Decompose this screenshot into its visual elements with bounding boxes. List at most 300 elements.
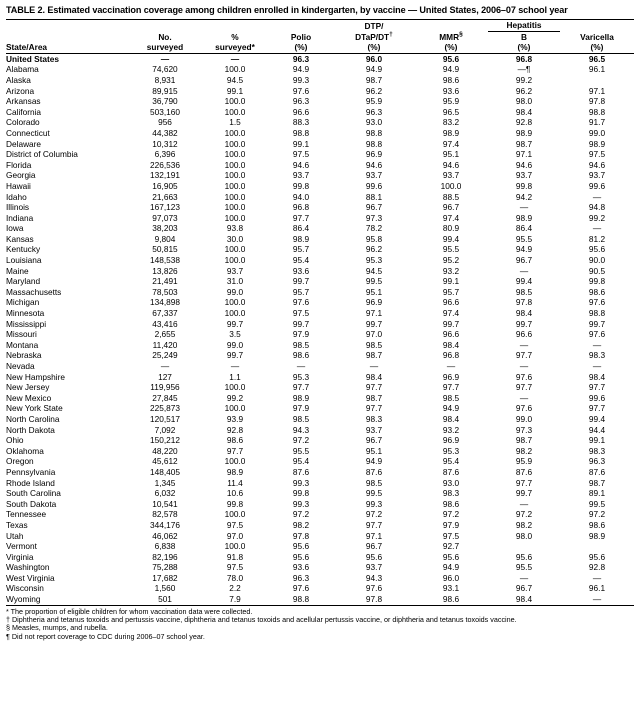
- row-state-area: United States: [6, 53, 60, 64]
- row-state-area: Minnesota: [6, 308, 45, 319]
- row-cell-polio: 96.6: [292, 106, 310, 117]
- row-cell-pct: 100.0: [224, 509, 246, 520]
- row-cell-mmr: 98.6: [442, 74, 460, 85]
- row-cell-no: 1,560: [154, 583, 176, 594]
- row-cell-mmr: 95.7: [442, 286, 460, 297]
- row-cell-var: 97.7: [588, 403, 606, 414]
- row-cell-pct: 11.4: [227, 477, 243, 488]
- row-cell-mmr: 95.5: [442, 244, 460, 255]
- row-state-area: Alabama: [6, 64, 39, 75]
- row-cell-no: 120,517: [150, 413, 180, 424]
- row-cell-dtp: 95.1: [365, 286, 383, 297]
- row-state-area: Tennessee: [6, 509, 47, 520]
- row-cell-dtp: 98.7: [365, 350, 383, 361]
- row-cell-var: 97.1: [588, 85, 606, 96]
- row-state-area: Arizona: [6, 85, 35, 96]
- row-cell-hepb: 97.7: [515, 382, 533, 393]
- row-cell-dtp: 96.7: [365, 541, 383, 552]
- row-cell-hepb: —: [519, 392, 529, 403]
- table-row: [6, 509, 634, 520]
- row-cell-var: —: [592, 339, 602, 350]
- row-cell-hepb: 97.1: [515, 149, 533, 160]
- row-cell-no: 45,612: [152, 456, 178, 467]
- row-cell-hepb: 96.2: [515, 85, 533, 96]
- table-row: [6, 86, 634, 97]
- row-cell-dtp: 87.6: [365, 466, 383, 477]
- row-cell-polio: 99.3: [292, 498, 310, 509]
- header-no-line2: surveyed: [128, 42, 202, 53]
- table-row: [6, 223, 634, 234]
- header-hepb-line2: (%): [488, 42, 560, 53]
- header-mmr-line2: (%): [414, 42, 488, 53]
- row-cell-var: 97.8: [588, 96, 606, 107]
- header-row-labels: [6, 31, 634, 42]
- row-cell-polio: 96.3: [292, 53, 310, 64]
- row-cell-var: 98.7: [588, 477, 606, 488]
- row-cell-dtp: 94.9: [365, 456, 383, 467]
- row-cell-polio: 97.2: [292, 509, 310, 520]
- row-cell-var: 81.2: [588, 233, 606, 244]
- row-cell-pct: 97.5: [226, 519, 244, 530]
- footnote: * The proportion of eligible children for whom vaccination data were collected.: [6, 606, 253, 616]
- row-cell-mmr: 87.6: [442, 466, 460, 477]
- row-cell-mmr: 93.7: [442, 170, 460, 181]
- row-cell-var: 95.6: [588, 244, 606, 255]
- table-row: [6, 96, 634, 107]
- row-cell-dtp: 97.7: [365, 403, 383, 414]
- row-cell-pct: —: [230, 361, 240, 371]
- row-cell-pct: 97.7: [226, 445, 244, 456]
- row-state-area: Alaska: [6, 74, 31, 85]
- table-row: [6, 414, 634, 425]
- row-cell-hepb: 97.6: [515, 371, 533, 382]
- row-cell-no: 17,682: [152, 572, 178, 583]
- table-row: [6, 372, 634, 383]
- row-state-area: Rhode Island: [6, 477, 55, 488]
- row-cell-mmr: 95.2: [442, 255, 460, 266]
- row-cell-no: 127: [158, 371, 172, 382]
- row-cell-no: 344,176: [150, 519, 180, 530]
- table-row: [6, 425, 634, 436]
- row-cell-var: 94.8: [588, 202, 606, 213]
- row-cell-hepb: —: [519, 339, 529, 350]
- row-cell-no: 46,062: [152, 530, 178, 541]
- row-cell-no: 67,337: [152, 308, 178, 319]
- row-cell-mmr: 97.4: [442, 308, 460, 319]
- row-cell-polio: 98.8: [268, 594, 334, 605]
- row-cell-pct: 100.0: [224, 159, 246, 170]
- row-cell-mmr: 98.3: [442, 488, 460, 499]
- row-cell-var: 98.8: [588, 106, 606, 117]
- row-cell-mmr: 99.1: [442, 276, 460, 287]
- row-cell-pct: 99.2: [226, 392, 244, 403]
- row-cell-polio: 95.7: [292, 286, 310, 297]
- header-hepb-line1: B: [521, 31, 527, 42]
- row-cell-hepb: 98.5: [515, 286, 533, 297]
- row-cell-mmr: 98.6: [414, 594, 488, 605]
- row-cell-hepb: 98.0: [515, 96, 533, 107]
- row-cell-no: 25,249: [152, 350, 178, 361]
- row-cell-var: 98.6: [588, 519, 606, 530]
- row-state-area: Ohio: [6, 435, 24, 446]
- row-cell-no: 150,212: [150, 435, 180, 446]
- row-cell-polio: 96.3: [292, 572, 310, 583]
- row-cell-dtp: 93.0: [365, 117, 383, 128]
- row-cell-pct: 99.8: [226, 498, 244, 509]
- row-state-area: California: [6, 106, 42, 117]
- row-state-area: Indiana: [6, 212, 34, 223]
- row-cell-polio: 86.4: [292, 223, 310, 234]
- row-cell-dtp: 97.6: [365, 583, 383, 594]
- row-cell-polio: 98.9: [292, 233, 310, 244]
- row-cell-dtp: 98.3: [365, 413, 383, 424]
- row-cell-no: 6,396: [154, 149, 176, 160]
- table-row: [6, 192, 634, 203]
- row-state-area: Delaware: [6, 138, 42, 149]
- row-cell-dtp: 97.1: [365, 530, 383, 541]
- header-dtp-line1: DTP/: [334, 20, 414, 32]
- row-state-area: Utah: [6, 530, 24, 541]
- row-cell-var: 98.9: [588, 138, 606, 149]
- row-cell-pct: 100.0: [224, 138, 246, 149]
- row-cell-hepb: 86.4: [515, 223, 533, 234]
- row-cell-mmr: 96.6: [442, 329, 460, 340]
- row-cell-pct: 100.0: [224, 191, 246, 202]
- row-cell-var: 87.6: [588, 466, 606, 477]
- row-state-area: Florida: [6, 159, 32, 170]
- row-cell-dtp: 99.7: [365, 318, 383, 329]
- row-cell-mmr: 94.9: [442, 403, 460, 414]
- row-cell-polio: 99.8: [292, 180, 310, 191]
- row-cell-no: 75,288: [152, 562, 178, 573]
- row-cell-var: 99.6: [588, 392, 606, 403]
- header-spacer-area: [6, 20, 128, 32]
- row-cell-var: 93.7: [588, 170, 606, 181]
- row-cell-polio: 98.5: [292, 413, 310, 424]
- row-state-area: Washington: [6, 562, 50, 573]
- row-cell-polio: 95.7: [292, 244, 310, 255]
- row-cell-pct: 93.8: [226, 223, 244, 234]
- row-cell-hepb: 98.7: [515, 138, 533, 149]
- row-cell-dtp: 94.9: [365, 64, 383, 75]
- table-body: [6, 53, 634, 605]
- row-cell-mmr: 92.7: [442, 541, 460, 552]
- row-cell-dtp: 98.5: [365, 339, 383, 350]
- header-spacer-varicella: [560, 20, 634, 32]
- table-row: [6, 329, 634, 340]
- row-cell-dtp: 99.3: [365, 498, 383, 509]
- row-state-area: Hawaii: [6, 180, 31, 191]
- row-cell-var: 99.0: [588, 127, 606, 138]
- row-cell-var: —: [592, 572, 602, 583]
- row-cell-pct: 100.0: [224, 297, 246, 308]
- row-cell-polio: 94.9: [292, 64, 310, 75]
- row-cell-mmr: 97.4: [442, 212, 460, 223]
- row-cell-pct: 100.0: [224, 127, 246, 138]
- row-cell-hepb: 99.0: [515, 413, 533, 424]
- row-cell-var: 98.9: [588, 530, 606, 541]
- row-state-area: Illinois: [6, 202, 30, 213]
- row-cell-mmr: 97.7: [442, 382, 460, 393]
- table-row: [6, 170, 634, 181]
- row-cell-mmr: 97.2: [442, 509, 460, 520]
- row-cell-no: 50,815: [152, 244, 178, 255]
- row-cell-dtp: 95.3: [365, 255, 383, 266]
- table-row: [6, 53, 634, 64]
- table-row: [6, 552, 634, 563]
- row-state-area: Oregon: [6, 456, 34, 467]
- row-cell-var: 99.6: [588, 180, 606, 191]
- row-state-area: Colorado: [6, 117, 40, 128]
- table-row: [6, 117, 634, 128]
- row-cell-var: [560, 75, 634, 86]
- row-cell-mmr: 80.9: [442, 223, 460, 234]
- row-cell-polio: 99.3: [292, 74, 310, 85]
- row-cell-pct: 100.0: [224, 170, 246, 181]
- row-cell-var: 99.7: [588, 318, 606, 329]
- row-cell-pct: 94.5: [226, 74, 244, 85]
- row-cell-dtp: 96.7: [365, 435, 383, 446]
- row-cell-no: 78,503: [152, 286, 178, 297]
- row-cell-hepb: 94.2: [515, 191, 533, 202]
- row-state-area: Wyoming: [6, 594, 128, 605]
- table-row: [6, 64, 634, 75]
- row-cell-pct: 31.0: [226, 276, 244, 287]
- table-row: [6, 456, 634, 467]
- row-cell-var: 99.2: [588, 212, 606, 223]
- row-cell-pct: 7.9: [202, 594, 268, 605]
- row-cell-polio: 99.1: [292, 138, 310, 149]
- row-cell-dtp: 96.3: [365, 106, 383, 117]
- row-cell-hepb: —: [519, 361, 529, 371]
- row-state-area: Michigan: [6, 297, 40, 308]
- row-cell-mmr: 94.9: [442, 64, 460, 75]
- header-polio-line2: (%): [268, 42, 334, 53]
- row-cell-hepb: 97.6: [515, 403, 533, 414]
- row-cell-pct: 100.0: [224, 149, 246, 160]
- row-state-area: New Hampshire: [6, 371, 66, 382]
- table-row: [6, 361, 634, 372]
- row-cell-hepb: 97.7: [515, 477, 533, 488]
- row-cell-no: 2,655: [154, 329, 176, 340]
- table-row: [6, 181, 634, 192]
- row-cell-no: 10,312: [152, 138, 178, 149]
- row-cell-pct: 97.5: [226, 562, 244, 573]
- row-cell-no: 132,191: [150, 170, 180, 181]
- row-cell-var: 96.5: [588, 53, 606, 64]
- row-state-area: Arkansas: [6, 96, 41, 107]
- header-pct-line2: surveyed*: [202, 42, 268, 53]
- row-cell-polio: 96.3: [292, 96, 310, 107]
- row-cell-polio: 99.7: [292, 318, 310, 329]
- row-cell-mmr: 95.9: [442, 96, 460, 107]
- row-cell-mmr: 99.7: [442, 318, 460, 329]
- table-row: [6, 583, 634, 594]
- row-cell-pct: 100.0: [224, 308, 246, 319]
- row-cell-hepb: 87.6: [515, 466, 533, 477]
- row-cell-mmr: 95.3: [442, 445, 460, 456]
- row-cell-hepb: —¶: [517, 64, 531, 75]
- row-cell-hepb: 99.7: [515, 318, 533, 329]
- row-cell-no: 21,663: [152, 191, 178, 202]
- row-cell-dtp: 94.6: [365, 159, 383, 170]
- table-row: [6, 255, 634, 266]
- row-cell-var: 97.5: [588, 149, 606, 160]
- row-cell-pct: 93.7: [226, 265, 244, 276]
- header-state-area: State/Area: [6, 42, 128, 53]
- row-cell-pct: 99.7: [226, 350, 244, 361]
- row-cell-pct: 100.0: [224, 96, 246, 107]
- row-cell-hepb: 95.9: [515, 456, 533, 467]
- row-cell-mmr: —: [446, 361, 456, 371]
- row-cell-polio: 97.7: [292, 382, 310, 393]
- row-cell-hepb: —: [519, 202, 529, 213]
- row-cell-no: 8,931: [154, 74, 176, 85]
- row-cell-no: 21,491: [152, 276, 178, 287]
- row-cell-mmr: 97.5: [442, 530, 460, 541]
- row-cell-pct: 100.0: [224, 212, 246, 223]
- row-state-area: New York State: [6, 403, 63, 414]
- row-cell-dtp: 97.7: [365, 382, 383, 393]
- table-head: [6, 20, 634, 54]
- row-cell-dtp: 94.5: [365, 265, 383, 276]
- table-row: [6, 393, 634, 404]
- row-cell-polio: 88.3: [292, 117, 310, 128]
- row-cell-dtp: 93.7: [365, 424, 383, 435]
- row-cell-mmr: 94.9: [442, 562, 460, 573]
- row-cell-hepb: 96.7: [515, 255, 533, 266]
- row-cell-polio: 98.5: [292, 339, 310, 350]
- row-cell-mmr: 83.2: [442, 117, 460, 128]
- row-cell-hepb: 97.7: [515, 350, 533, 361]
- row-state-area: Wisconsin: [6, 583, 44, 594]
- header-dtp-line2: DTaP/DT†: [355, 30, 393, 42]
- row-cell-no: 82,578: [152, 509, 178, 520]
- table-row: [6, 478, 634, 489]
- row-cell-polio: 98.8: [292, 127, 310, 138]
- row-cell-var: 96.3: [588, 456, 606, 467]
- row-cell-no: 27,845: [152, 392, 178, 403]
- row-cell-pct: 97.0: [226, 530, 244, 541]
- row-cell-no: 89,915: [152, 85, 178, 96]
- row-cell-var: —: [592, 361, 602, 371]
- row-cell-no: 6,032: [154, 488, 176, 499]
- row-cell-pct: 99.7: [226, 318, 244, 329]
- row-cell-var: 89.1: [588, 488, 606, 499]
- row-cell-pct: 99.0: [226, 339, 244, 350]
- row-cell-mmr: 96.6: [442, 297, 460, 308]
- table-row: [6, 446, 634, 457]
- row-cell-dtp: 93.7: [365, 562, 383, 573]
- row-cell-hepb: 99.2: [515, 74, 533, 85]
- row-cell-var: 97.7: [588, 382, 606, 393]
- row-cell-var: 96.1: [588, 64, 606, 75]
- row-state-area: Texas: [6, 519, 28, 530]
- row-cell-mmr: 95.6: [442, 551, 460, 562]
- row-state-area: West Virginia: [6, 572, 55, 583]
- row-state-area: North Dakota: [6, 424, 55, 435]
- row-cell-pct: 99.1: [226, 85, 244, 96]
- row-cell-hepb: 95.5: [515, 233, 533, 244]
- row-cell-pct: 100.0: [224, 403, 246, 414]
- table-row: [6, 276, 634, 287]
- row-cell-hepb: 99.8: [515, 180, 533, 191]
- row-cell-pct: 3.5: [229, 329, 241, 340]
- row-cell-mmr: 96.8: [442, 350, 460, 361]
- row-cell-dtp: 99.6: [365, 180, 383, 191]
- row-cell-no: 501: [128, 594, 202, 605]
- footnotes: [6, 608, 634, 642]
- row-cell-hepb: 99.7: [515, 488, 533, 499]
- table-row: [6, 488, 634, 499]
- row-cell-var: 99.4: [588, 413, 606, 424]
- row-cell-polio: 96.8: [292, 202, 310, 213]
- header-spacer-pct: [202, 20, 268, 32]
- row-cell-mmr: 88.5: [442, 191, 460, 202]
- row-cell-dtp: 93.7: [365, 170, 383, 181]
- row-cell-pct: 99.0: [226, 286, 244, 297]
- row-cell-var: 97.2: [588, 509, 606, 520]
- row-cell-pct: 100.0: [224, 244, 246, 255]
- table-row: [6, 234, 634, 245]
- row-cell-dtp: 97.7: [365, 519, 383, 530]
- row-cell-pct: 100.0: [224, 382, 246, 393]
- row-cell-pct: 100.0: [224, 541, 246, 552]
- row-state-area: Massachusetts: [6, 286, 62, 297]
- row-cell-no: 148,538: [150, 255, 180, 266]
- row-cell-dtp: 99.5: [365, 276, 383, 287]
- row-cell-polio: 97.8: [292, 530, 310, 541]
- row-cell-mmr: 94.6: [442, 159, 460, 170]
- header-varicella-line1: Varicella: [580, 31, 614, 42]
- row-state-area: Virginia: [6, 551, 34, 562]
- row-cell-polio: 95.4: [292, 456, 310, 467]
- row-state-area: New Jersey: [6, 382, 50, 393]
- row-cell-dtp: 97.1: [365, 308, 383, 319]
- table-row: [6, 435, 634, 446]
- row-state-area: Vermont: [6, 541, 37, 552]
- table-row: [6, 520, 634, 531]
- table-row: [6, 213, 634, 224]
- row-cell-pct: 98.6: [226, 435, 244, 446]
- row-cell-no: 10,541: [152, 498, 178, 509]
- row-cell-pct: 30.0: [226, 233, 244, 244]
- row-cell-no: 134,898: [150, 297, 180, 308]
- row-cell-polio: 97.6: [292, 297, 310, 308]
- row-cell-pct: 93.9: [226, 413, 244, 424]
- table-row: [6, 107, 634, 118]
- row-cell-mmr: 97.9: [442, 519, 460, 530]
- header-row-units: [6, 42, 634, 53]
- row-cell-polio: 95.6: [292, 541, 310, 552]
- row-cell-var: 98.4: [588, 371, 606, 382]
- table-row: [6, 382, 634, 393]
- header-dtp-line3: (%): [334, 42, 414, 53]
- row-cell-hepb: 96.7: [515, 583, 533, 594]
- row-state-area: Pennsylvania: [6, 466, 56, 477]
- row-cell-hepb: 96.6: [515, 329, 533, 340]
- row-cell-var: 98.6: [588, 286, 606, 297]
- row-cell-dtp: 96.9: [365, 149, 383, 160]
- row-cell-var: 91.7: [588, 117, 606, 128]
- row-cell-mmr: 96.0: [442, 572, 460, 583]
- row-cell-polio: 95.6: [292, 551, 310, 562]
- header-spacer-mmr: [414, 20, 488, 32]
- row-cell-hepb: 98.0: [515, 530, 533, 541]
- row-cell-hepb: 98.4: [515, 106, 533, 117]
- table-row: [6, 202, 634, 213]
- row-cell-dtp: 95.9: [365, 96, 383, 107]
